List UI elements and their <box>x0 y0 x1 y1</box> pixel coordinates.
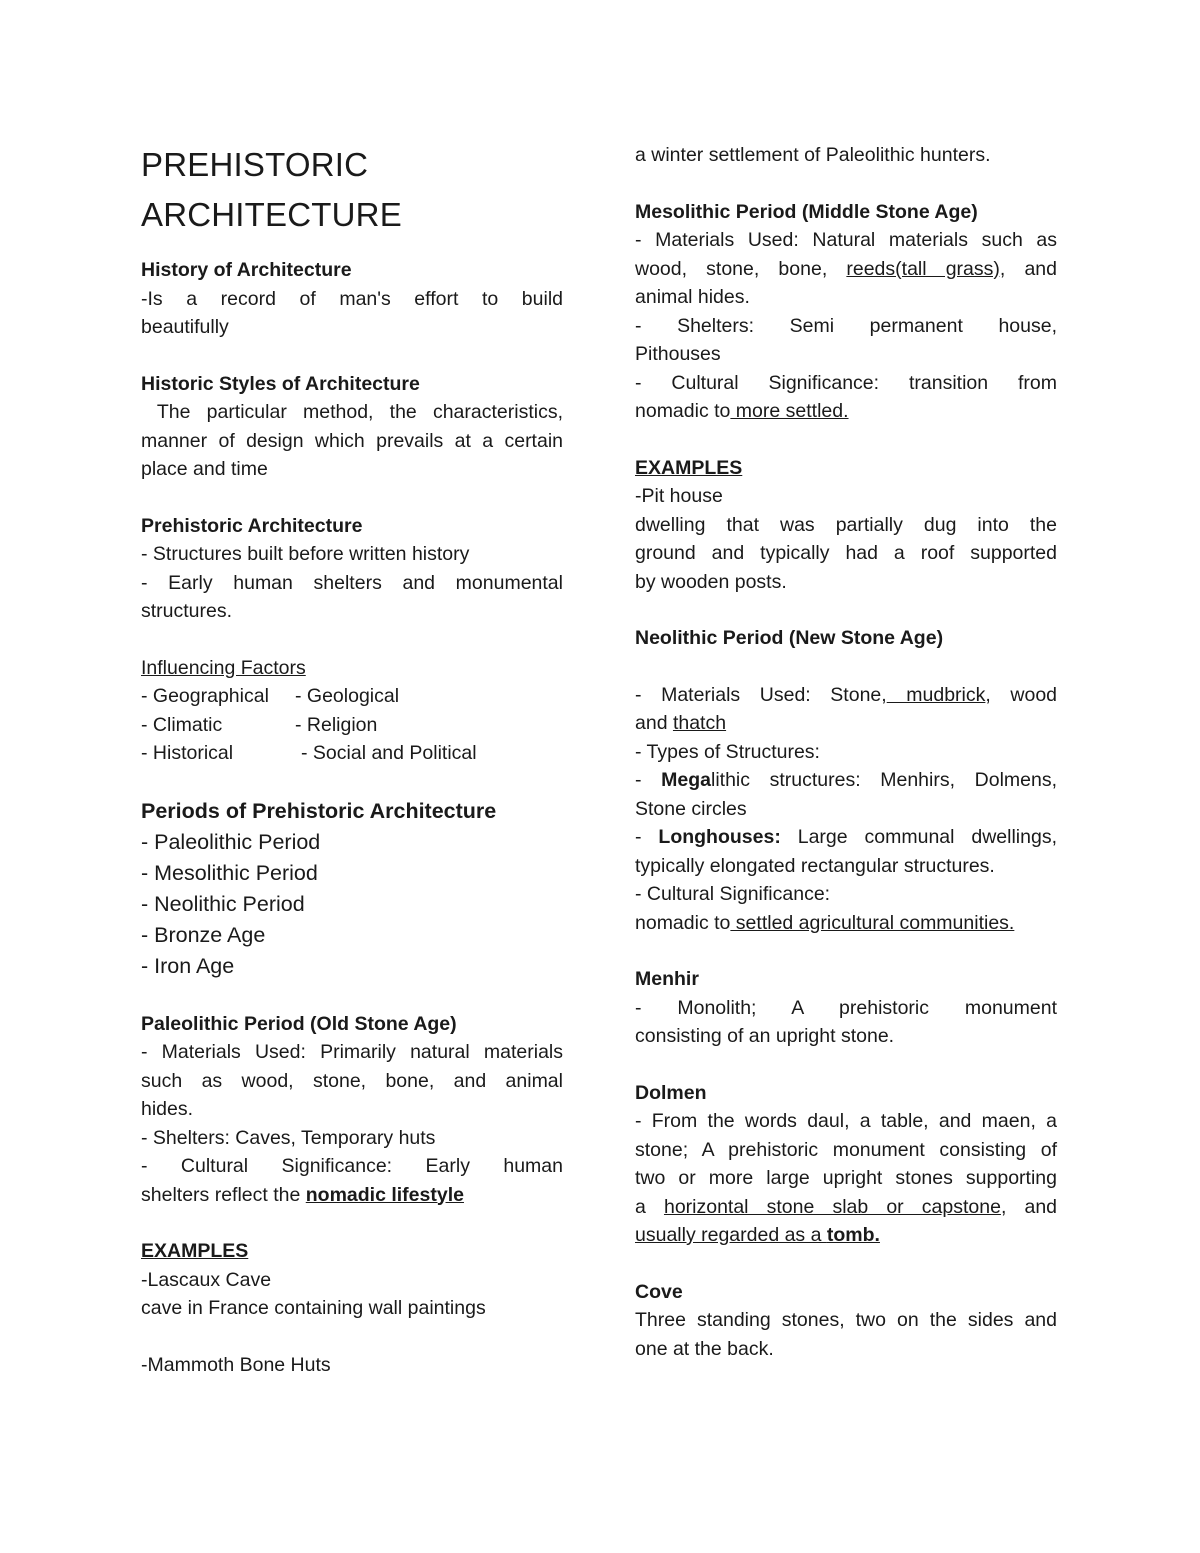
cove-section <box>635 1278 1057 1364</box>
mesolithic-heading: Mesolithic Period (Middle Stone Age) <box>635 200 978 223</box>
menhir-heading: Menhir <box>635 968 699 990</box>
example-item: -Lascaux Cave <box>141 1268 272 1291</box>
neolithic-line <box>635 823 1057 852</box>
underlined-text: horizontal stone slab or capstone <box>663 1195 1001 1218</box>
cove-line: one at the back. <box>635 1337 774 1360</box>
period-item: - Iron Age <box>141 953 235 978</box>
dolmen-heading: Dolmen <box>635 1081 707 1104</box>
examples-section-right <box>635 454 1057 597</box>
underlined-text: reeds(tall grass) <box>846 257 1000 280</box>
mesolithic-line: animal hides. <box>635 286 750 308</box>
bold-text: Mega <box>661 769 711 791</box>
neolithic-line <box>635 681 1057 710</box>
paleolithic-line: - Shelters: Caves, Temporary huts <box>141 1126 436 1149</box>
examples-heading: EXAMPLES <box>141 1240 249 1262</box>
text-run: - <box>635 826 659 848</box>
period-item: - Bronze Age <box>141 922 266 947</box>
periods-section <box>141 796 563 982</box>
left-column <box>141 140 563 1379</box>
mesolithic-line: Pithouses <box>635 343 721 365</box>
neolithic-line: typically elongated rectangular structures. <box>635 854 995 877</box>
prehistoric-heading: Prehistoric Architecture <box>141 514 363 537</box>
mesolithic-line: - Shelters: Semi permanent house, <box>635 314 1057 337</box>
periods-heading: Periods of Prehistoric Architecture <box>141 798 497 823</box>
menhir-line: consisting of an upright stone. <box>635 1025 895 1047</box>
period-item: - Paleolithic Period <box>141 829 321 854</box>
mesolithic-line <box>635 255 1057 284</box>
styles-section <box>141 370 563 484</box>
history-section <box>141 256 563 342</box>
text-run: a <box>635 1195 664 1218</box>
prehistoric-line: - Structures built before written history <box>141 543 470 565</box>
factors-row <box>141 739 563 768</box>
examples-heading: EXAMPLES <box>635 456 743 479</box>
neolithic-heading: Neolithic Period (New Stone Age) <box>635 627 944 649</box>
factors-row <box>141 711 563 740</box>
emphasis-text: tomb. <box>826 1224 880 1246</box>
neolithic-line <box>635 709 1057 738</box>
factors-heading: Influencing Factors <box>141 656 306 679</box>
factor-item: - Geographical <box>141 685 269 707</box>
dolmen-line: two or more large upright stones supporting <box>635 1167 1057 1189</box>
continued-text: a winter settlement of Paleolithic hunters. <box>635 144 991 166</box>
text-run: Large communal dwellings, <box>780 826 1057 848</box>
factor-item: - Social and Political <box>301 742 477 764</box>
cove-heading: Cove <box>635 1280 683 1303</box>
text-run: - Materials Used: Stone, <box>635 683 887 706</box>
factors-section <box>141 654 563 768</box>
factor-item: - Religion <box>295 713 378 736</box>
history-line: beautifully <box>141 316 229 338</box>
text-run: , and <box>999 257 1057 280</box>
menhir-line: - Monolith; A prehistoric monument <box>635 996 1057 1019</box>
underlined-text: more settled. <box>730 400 849 422</box>
document-title-line-1: PREHISTORIC <box>141 146 369 183</box>
dolmen-line <box>635 1193 1057 1222</box>
document-title-line-2: ARCHITECTURE <box>141 196 402 233</box>
text-run: and <box>635 712 673 734</box>
example-description: dwelling that was partially dug into the <box>635 513 1057 536</box>
menhir-section <box>635 965 1057 1051</box>
text-run: , and <box>1000 1195 1058 1218</box>
paleolithic-line <box>141 1181 563 1210</box>
period-item: - Mesolithic Period <box>141 860 318 885</box>
mesolithic-line <box>635 397 1057 426</box>
text-run: - <box>635 769 662 791</box>
prehistoric-line: structures. <box>141 600 233 622</box>
bold-text: Longhouses: <box>658 826 781 848</box>
text-run: nomadic to <box>635 400 731 422</box>
paleolithic-line: - Materials Used: Primarily natural materials <box>141 1041 563 1063</box>
text-run: shelters reflect the <box>141 1183 306 1206</box>
example-description: by wooden posts. <box>635 570 787 593</box>
paleolithic-line: such as wood, stone, bone, and animal <box>141 1069 563 1092</box>
underlined-text: usually regarded as a <box>635 1224 827 1246</box>
period-item: - Neolithic Period <box>141 891 305 916</box>
prehistoric-line: - Early human shelters and monumental <box>141 571 563 594</box>
neolithic-line: Stone circles <box>635 797 747 820</box>
mesolithic-line: - Cultural Significance: transition from <box>635 371 1057 394</box>
factor-item: - Climatic <box>141 713 223 736</box>
text-run: , wood <box>985 683 1058 706</box>
neolithic-section <box>635 624 1057 937</box>
factor-item: - Geological <box>295 685 400 707</box>
example-item: -Pit house <box>635 485 723 507</box>
example-item: -Mammoth Bone Huts <box>141 1353 331 1376</box>
styles-heading: Historic Styles of Architecture <box>141 372 420 395</box>
factor-item: - Historical <box>141 742 234 764</box>
dolmen-line: - From the words daul, a table, and maen, a <box>635 1110 1057 1132</box>
mesolithic-section <box>635 198 1057 426</box>
dolmen-line <box>635 1221 1057 1250</box>
underlined-text: settled agricultural communities. <box>730 911 1015 934</box>
neolithic-line: - Types of Structures: <box>635 740 820 763</box>
paleolithic-line: hides. <box>141 1098 194 1120</box>
neolithic-line <box>635 909 1057 938</box>
dolmen-line: stone; A prehistoric monument consisting of <box>635 1138 1057 1161</box>
paleolithic-heading: Paleolithic Period (Old Stone Age) <box>141 1012 457 1035</box>
neolithic-line: - Cultural Significance: <box>635 883 831 905</box>
cove-line: Three standing stones, two on the sides and <box>635 1309 1057 1331</box>
styles-line: The particular method, the characteristics, <box>141 401 563 423</box>
text-run: lithic structures: Menhirs, Dolmens, <box>710 769 1058 791</box>
example-description: cave in France containing wall paintings <box>141 1297 486 1319</box>
underlined-text: mudbrick <box>886 683 986 706</box>
examples-section <box>141 1237 563 1379</box>
emphasis-text: nomadic lifestyle <box>305 1183 464 1206</box>
text-run: wood, stone, bone, <box>635 257 847 280</box>
text-run: nomadic to <box>635 911 731 934</box>
factors-row <box>141 682 563 711</box>
paleolithic-section <box>141 1010 563 1210</box>
neolithic-line <box>635 766 1057 795</box>
history-heading: History of Architecture <box>141 259 352 281</box>
paleolithic-line: - Cultural Significance: Early human <box>141 1155 563 1177</box>
styles-line: manner of design which prevails at a certain <box>141 429 563 452</box>
prehistoric-section <box>141 512 563 626</box>
underlined-text: thatch <box>672 712 727 734</box>
dolmen-section <box>635 1079 1057 1250</box>
mesolithic-line: - Materials Used: Natural materials such as <box>635 229 1057 251</box>
right-column <box>635 141 1057 1363</box>
styles-line: place and time <box>141 458 268 480</box>
history-line: -Is a record of man's effort to build <box>141 287 563 310</box>
example-description: ground and typically had a roof supported <box>635 542 1057 564</box>
